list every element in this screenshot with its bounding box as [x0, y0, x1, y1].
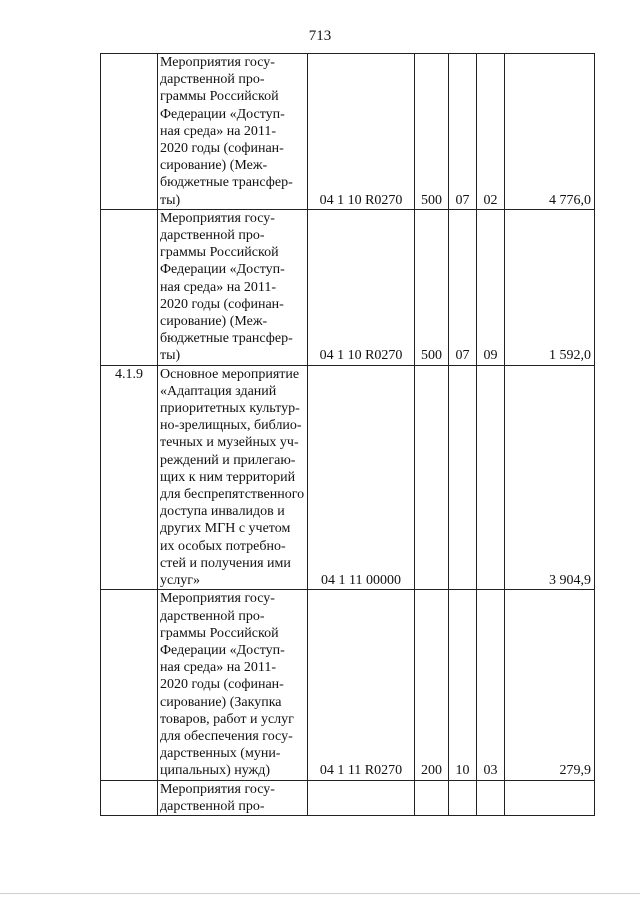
target-code: 04 1 11 R0270	[308, 590, 415, 780]
row-name-line: товаров, работ и услуг	[160, 711, 294, 727]
row-name-line: приоритетных культур-	[160, 401, 300, 417]
row-name-line: сирование) (Закупка	[160, 694, 282, 710]
amount: 1 592,0	[505, 209, 595, 365]
row-name-line: услуг»	[160, 573, 200, 589]
row-name-line: ная среда» на 2011-	[160, 279, 277, 295]
expense-type: 500	[415, 209, 449, 365]
row-number	[101, 54, 158, 210]
row-name-line: щих к ним территорий	[160, 469, 296, 485]
row-name-line: 2020 годы (софинан-	[160, 296, 284, 312]
row-name-line: Основное мероприятие	[160, 366, 300, 382]
row-name-line: Мероприятия госу-	[160, 781, 275, 797]
amount: 279,9	[505, 590, 595, 780]
expense-type	[415, 365, 449, 590]
row-number	[101, 780, 158, 815]
subsection-code: 02	[477, 54, 505, 210]
table-row	[101, 590, 595, 780]
target-code	[308, 780, 415, 815]
section-code: 10	[449, 590, 477, 780]
amount: 3 904,9	[505, 365, 595, 590]
row-name	[158, 54, 308, 210]
row-name-line: ная среда» на 2011-	[160, 123, 277, 139]
subsection-code: 09	[477, 209, 505, 365]
target-code: 04 1 11 00000	[308, 365, 415, 590]
section-code: 07	[449, 209, 477, 365]
row-number: 4.1.9	[101, 365, 158, 590]
table-row	[101, 780, 595, 815]
row-name-line: других МГН с учетом	[160, 521, 291, 537]
target-code: 04 1 10 R0270	[308, 54, 415, 210]
section-code: 07	[449, 54, 477, 210]
subsection-code	[477, 780, 505, 815]
row-name	[158, 780, 308, 815]
row-name-line: «Адаптация зданий	[160, 383, 277, 399]
row-name-line: граммы Российской	[160, 245, 279, 261]
row-name-line: Мероприятия госу-	[160, 591, 275, 607]
scan-edge-line	[0, 893, 640, 894]
row-name-line: Федерации «Доступ-	[160, 106, 285, 122]
row-name-line: их особых потребно-	[160, 538, 286, 554]
expense-type: 500	[415, 54, 449, 210]
expense-type	[415, 780, 449, 815]
subsection-code: 03	[477, 590, 505, 780]
table-row	[101, 209, 595, 365]
row-name-line: ты)	[160, 192, 181, 208]
row-name-line: Мероприятия госу-	[160, 210, 275, 226]
table-row	[101, 365, 595, 590]
row-name-line: но-зрелищных, библио-	[160, 418, 302, 434]
row-name-line: для обеспечения госу-	[160, 728, 293, 744]
row-name-line: течных и музейных уч-	[160, 435, 299, 451]
row-name-line: граммы Российской	[160, 625, 279, 641]
row-name-line: 2020 годы (софинан-	[160, 141, 284, 157]
row-name-line: реждений и прилегаю-	[160, 452, 296, 468]
row-name-line: стей и получения ими	[160, 555, 291, 571]
expense-type: 200	[415, 590, 449, 780]
row-name-line: Федерации «Доступ-	[160, 262, 285, 278]
row-name-line: ная среда» на 2011-	[160, 660, 277, 676]
row-name-line: граммы Российской	[160, 89, 279, 105]
row-name-line: сирование) (Меж-	[160, 158, 268, 174]
row-name-line: доступа инвалидов и	[160, 504, 285, 520]
row-name-line: дарственных (муни-	[160, 746, 281, 762]
target-code: 04 1 10 R0270	[308, 209, 415, 365]
row-name-line: для беспрепятственного	[160, 487, 305, 503]
row-name-line: бюджетные трансфер-	[160, 331, 293, 347]
row-name	[158, 365, 308, 590]
row-name-line: бюджетные трансфер-	[160, 175, 293, 191]
section-code	[449, 365, 477, 590]
amount: 4 776,0	[505, 54, 595, 210]
amount	[505, 780, 595, 815]
row-name-line: ты)	[160, 348, 181, 364]
row-name-line: Мероприятия госу-	[160, 55, 275, 70]
row-name-line: 2020 годы (софинан-	[160, 677, 284, 693]
section-code	[449, 780, 477, 815]
row-name-line: сирование) (Меж-	[160, 314, 268, 330]
row-number	[101, 590, 158, 780]
row-name-line: Федерации «Доступ-	[160, 642, 285, 658]
subsection-code	[477, 365, 505, 590]
row-name-line: ципальных) нужд)	[160, 763, 271, 779]
row-name-line: дарственной про-	[160, 798, 265, 814]
table-row	[101, 54, 595, 210]
row-name-line: дарственной про-	[160, 228, 265, 244]
budget-table	[100, 53, 595, 816]
row-name	[158, 209, 308, 365]
page-number: 713	[308, 28, 332, 44]
row-name-line: дарственной про-	[160, 608, 265, 624]
row-number	[101, 209, 158, 365]
row-name-line: дарственной про-	[160, 72, 265, 88]
row-name	[158, 590, 308, 780]
